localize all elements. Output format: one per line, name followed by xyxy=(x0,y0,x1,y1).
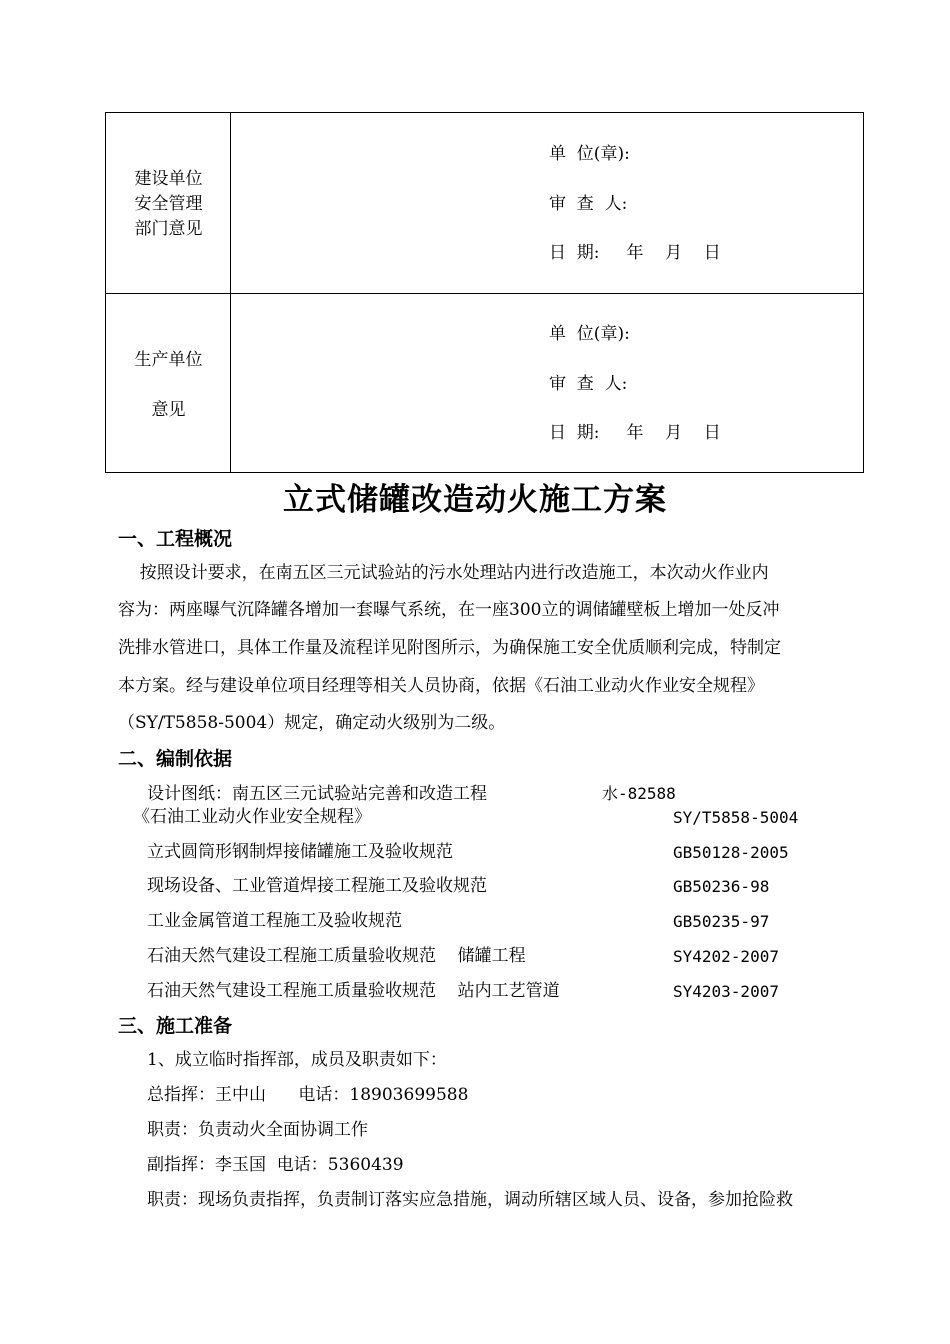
reference-name: 《石油工业动火作业安全规程》 xyxy=(133,807,371,827)
unit-seal-field: 单 位(章): xyxy=(549,144,630,164)
approval-label-line: 安全管理 xyxy=(134,194,203,214)
approval-row-production xyxy=(106,294,863,473)
approval-label-cell xyxy=(106,113,231,293)
paragraph-line: 按照设计要求，在南五区三元试验站的污水处理站内进行改造施工，本次动火作业内 xyxy=(118,563,769,583)
section-heading-basis: 二、编制依据 xyxy=(118,748,233,770)
document-title: 立式储罐改造动火施工方案 xyxy=(283,482,667,518)
paragraph-line: 总指挥：王中山 电话：18903699588 xyxy=(147,1085,469,1105)
unit-seal-field: 单 位(章): xyxy=(549,324,630,344)
approval-label-line: 建设单位 xyxy=(134,169,203,189)
date-field: 日 期: 年 月 日 xyxy=(549,423,721,443)
reference-name: 石油天然气建设工程施工质量验收规范 储罐工程 xyxy=(147,946,526,966)
reference-name: 工业金属管道工程施工及验收规范 xyxy=(147,911,402,931)
approval-row-construction xyxy=(106,113,863,294)
approval-label-cell xyxy=(106,294,231,473)
reference-code: GB50235-97 xyxy=(673,912,770,931)
paragraph-line: 副指挥：李玉国 电话：5360439 xyxy=(147,1155,404,1175)
reference-code: SY/T5858-5004 xyxy=(673,808,799,827)
date-field: 日 期: 年 月 日 xyxy=(549,243,721,263)
paragraph-line: 1、成立临时指挥部，成员及职责如下： xyxy=(147,1050,447,1070)
reference-code: SY4203-2007 xyxy=(673,982,779,1001)
reference-name: 石油天然气建设工程施工质量验收规范 站内工艺管道 xyxy=(147,981,560,1001)
paragraph-line: 本方案。经与建设单位项目经理等相关人员协商，依据《石油工业动火作业安全规程》 xyxy=(118,676,764,696)
paragraph-line: （SY/T5858-5004）规定，确定动火级别为二级。 xyxy=(118,713,506,733)
section-heading-preparation: 三、施工准备 xyxy=(118,1015,233,1037)
reference-code: GB50128-2005 xyxy=(673,843,789,862)
section-heading-overview: 一、工程概况 xyxy=(118,528,233,550)
reference-name: 现场设备、工业管道焊接工程施工及验收规范 xyxy=(147,876,487,896)
paragraph-line: 职责：负责动火全面协调工作 xyxy=(147,1120,368,1140)
reference-name: 立式圆筒形钢制焊接储罐施工及验收规范 xyxy=(147,842,453,862)
approval-label-line: 意见 xyxy=(151,400,186,420)
reference-name: 设计图纸：南五区三元试验站完善和改造工程 xyxy=(147,784,487,804)
paragraph-line: 职责：现场负责指挥，负责制订落实应急措施，调动所辖区域人员、设备，参加抢险救 xyxy=(147,1190,793,1210)
reviewer-field: 审 查 人: xyxy=(549,194,628,214)
reference-code: GB50236-98 xyxy=(673,877,770,896)
approval-label-line: 生产单位 xyxy=(134,350,203,370)
reference-code: SY4202-2007 xyxy=(673,947,779,966)
reference-code: 水-82588 xyxy=(602,784,676,803)
paragraph-line: 容为：两座曝气沉降罐各增加一套曝气系统，在一座300立的调储罐壁板上增加一处反冲 xyxy=(118,600,780,620)
approval-label-line: 部门意见 xyxy=(134,219,203,239)
approval-table xyxy=(105,112,864,473)
reviewer-field: 审 查 人: xyxy=(549,374,628,394)
paragraph-line: 洗排水管进口，具体工作量及流程详见附图所示，为确保施工安全优质顺利完成，特制定 xyxy=(118,638,781,658)
